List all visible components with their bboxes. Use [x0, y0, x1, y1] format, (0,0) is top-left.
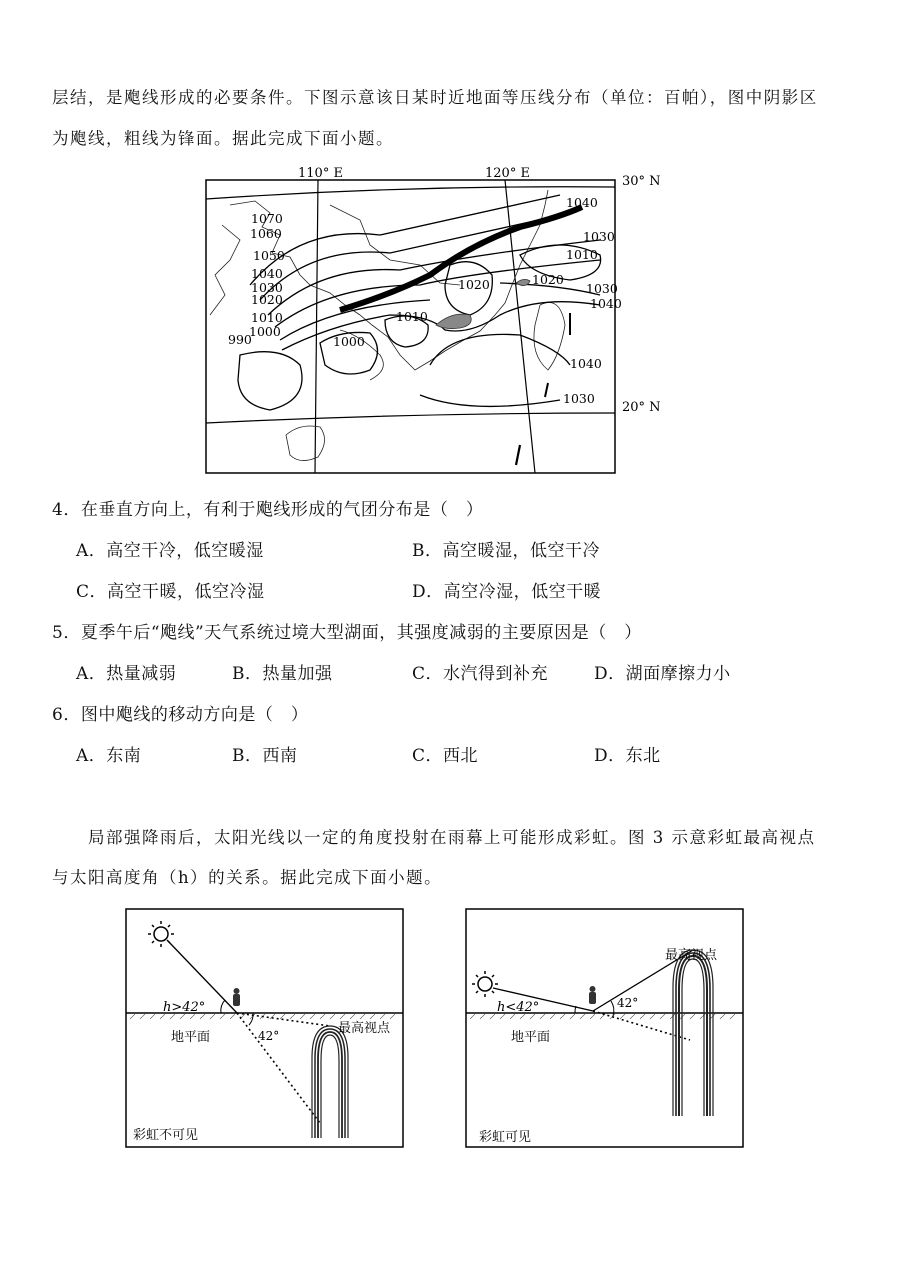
question-6-option-c[interactable]: C．西北 [412, 746, 479, 766]
isobar-label: 1000 [249, 324, 281, 339]
isobar-label: 1020 [458, 277, 490, 292]
question-5-option-d[interactable]: D．湖面摩擦力小 [594, 664, 731, 684]
question-5-option-c[interactable]: C．水汽得到补充 [412, 664, 549, 684]
question-4-stem: 4．在垂直方向上，有利于飑线形成的气团分布是（ ） [52, 500, 484, 520]
rainbow-angle-label: 42° [617, 996, 639, 1010]
question-6-stem: 6．图中飑线的移动方向是（ ） [52, 705, 309, 725]
isobar-label: 1010 [566, 247, 598, 262]
question-5-option-a[interactable]: A．热量减弱 [76, 664, 177, 684]
top-point-label: 最高视点 [338, 1021, 391, 1036]
isobar-label: 1020 [532, 272, 564, 287]
sun-angle-label: h<42° [497, 1000, 540, 1015]
question-6-option-b[interactable]: B．西南 [232, 746, 298, 766]
lon-label-110: 110° E [298, 166, 343, 181]
sun-angle-label: h>42° [163, 1000, 206, 1015]
intro-line-2: 为飑线，粗线为锋面。据此完成下面小题。 [52, 129, 394, 148]
question-5-stem: 5．夏季午后“飑线”天气系统过境大型湖面，其强度减弱的主要原因是（ ） [52, 623, 642, 643]
intro2-line-1: 局部强降雨后，太阳光线以一定的角度投射在雨幕上可能形成彩虹。图 3 示意彩虹最高视点 [88, 828, 816, 847]
isobar-label: 1060 [250, 226, 282, 241]
isobar-map [0, 165, 900, 475]
sun-icon [472, 971, 498, 997]
observer-icon [589, 986, 596, 1004]
isobar-label: 990 [228, 332, 252, 347]
question-6-option-d[interactable]: D．东北 [594, 746, 661, 766]
question-5-option-b[interactable]: B．热量加强 [232, 664, 333, 684]
rainbow-diagram-right [465, 908, 745, 1148]
ground-label: 地平面 [511, 1030, 551, 1045]
isobar-label: 1040 [590, 296, 622, 311]
isobar-label: 1030 [586, 281, 618, 296]
isobar-label: 1040 [570, 356, 602, 371]
lon-label-120: 120° E [485, 166, 530, 181]
isobar-label: 1040 [251, 266, 283, 281]
isobar-label: 1030 [563, 391, 595, 406]
isobar-label: 1070 [251, 211, 283, 226]
ground-label: 地平面 [171, 1030, 211, 1045]
rainbow-caption: 彩虹可见 [479, 1130, 532, 1145]
intro2-line-2: 与太阳高度角（h）的关系。据此完成下面小题。 [52, 868, 443, 887]
rainbow-angle-label: 42° [258, 1029, 280, 1043]
lat-label-20: 20° N [622, 400, 661, 415]
top-point-label: 最高视点 [665, 948, 718, 963]
question-4-option-b[interactable]: B．高空暖湿，低空干冷 [412, 541, 600, 561]
isobar-label: 1030 [251, 280, 283, 295]
rainbow-caption: 彩虹不可见 [133, 1128, 199, 1143]
isobar-label: 1040 [566, 195, 598, 210]
isobar-label: 1000 [333, 334, 365, 349]
isobar-label: 1050 [253, 248, 285, 263]
isobar-label: 1010 [251, 310, 283, 325]
lat-label-30: 30° N [622, 174, 661, 189]
isobar-label: 1010 [396, 309, 428, 324]
intro-line-1: 层结，是飑线形成的必要条件。下图示意该日某时近地面等压线分布（单位：百帕），图中阴影区 [52, 88, 818, 107]
question-4-option-c[interactable]: C．高空干暖，低空冷湿 [76, 582, 265, 602]
observer-icon [233, 988, 240, 1006]
isobar-label: 1020 [251, 292, 283, 307]
question-6-option-a[interactable]: A．东南 [76, 746, 142, 766]
rainbow-diagram-left [125, 908, 405, 1148]
question-4-option-d[interactable]: D．高空冷湿，低空干暖 [412, 582, 602, 602]
isobar-label: 1030 [583, 229, 615, 244]
question-4-option-a[interactable]: A．高空干冷，低空暖湿 [76, 541, 264, 561]
